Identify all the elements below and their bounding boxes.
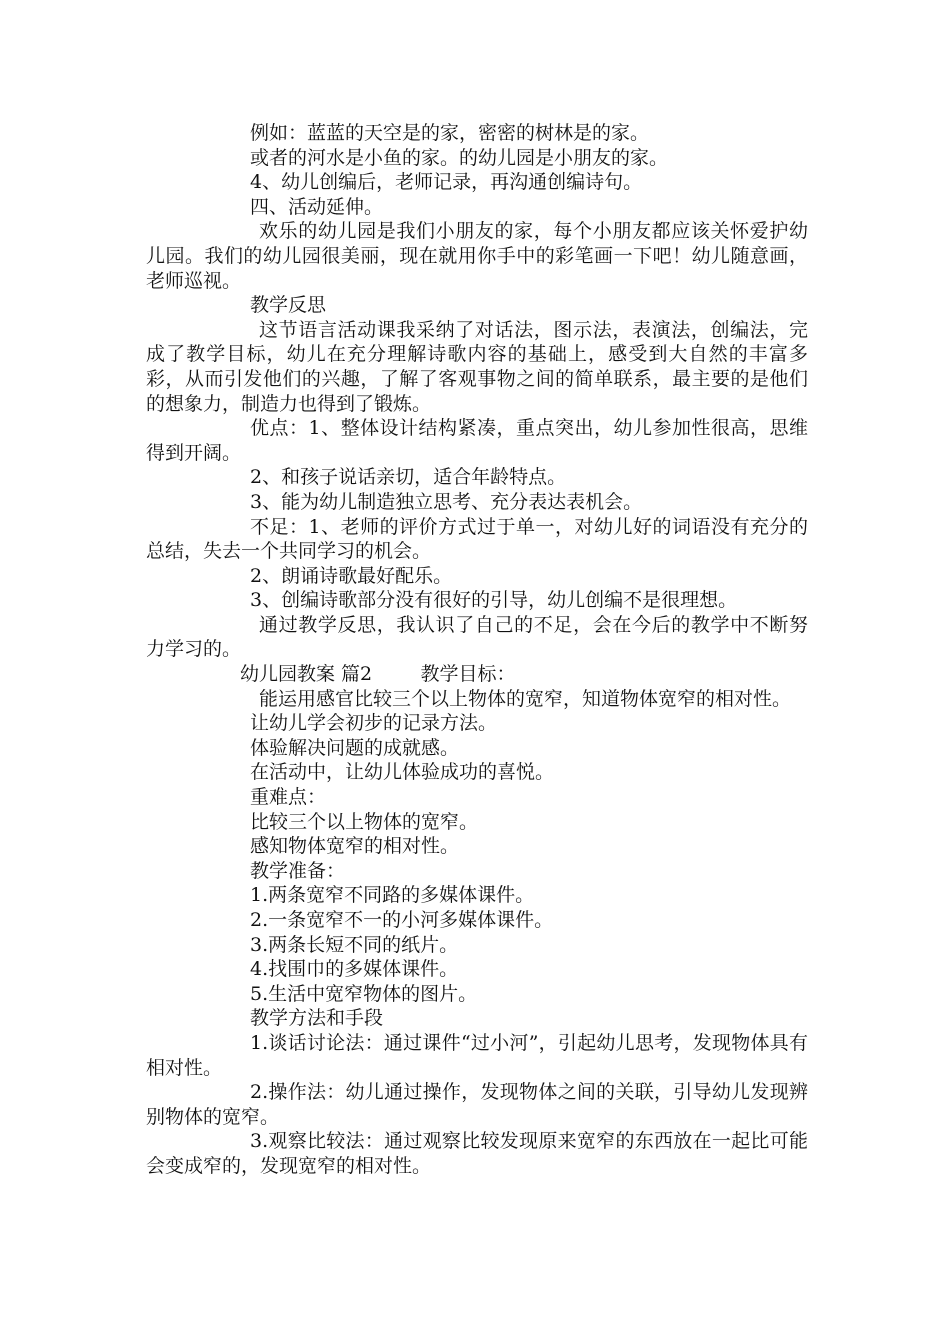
paragraph: 1.两条宽窄不同路的多媒体课件。 (250, 884, 535, 907)
paragraph: 3、创编诗歌部分没有很好的引导，幼儿创编不是很理想。 (250, 589, 738, 612)
paragraph: 3、能为幼儿制造独立思考、充分表达表机会。 (250, 490, 643, 513)
paragraph: 教学方法和手段 (250, 1007, 384, 1030)
document-body (146, 121, 808, 1179)
paragraph: 优点：1、整体设计结构紧凑，重点突出，幼儿参加性很高，思维得到开阔。 (146, 417, 808, 464)
paragraph: 四、活动延伸。 (250, 195, 384, 218)
paragraph: 感知物体宽窄的相对性。 (250, 835, 460, 858)
paragraph: 2、朗诵诗歌最好配乐。 (250, 564, 453, 587)
paragraph: 或者的河水是小鱼的家。的幼儿园是小朋友的家。 (250, 146, 669, 169)
paragraph: 3.观察比较法：通过观察比较发现原来宽窄的东西放在一起比可能会变成窄的，发现宽窄的相对性。 (146, 1130, 808, 1177)
paragraph: 教学反思 (250, 294, 327, 317)
paragraph: 2.一条宽窄不一的小河多媒体课件。 (250, 909, 554, 931)
paragraph: 4.找围巾的多媒体课件。 (250, 958, 459, 981)
paragraph: 教学准备： (250, 859, 346, 882)
paragraph: 重难点： (250, 786, 327, 809)
paragraph: 3.两条长短不同的纸片。 (250, 933, 459, 956)
paragraph: 这节语言活动课我采纳了对话法，图示法，表演法，创编法，完成了教学目标，幼儿在充分理解诗歌内容的基础上，感受到大自然的丰富多彩，从而引发他们的兴趣，了解了客观事物之间的简单联系，最主要的是他们的想象力，制造力也得到了锻炼。 (146, 318, 808, 415)
paragraph: 2、和孩子说话亲切，适合年龄特点。 (250, 466, 567, 489)
paragraph: 比较三个以上物体的宽窄。 (250, 810, 479, 833)
paragraph: 通过教学反思，我认识了自己的不足，会在今后的教学中不断努力学习的。 (146, 613, 808, 661)
paragraph: 能运用感官比较三个以上物体的宽窄，知道物体宽窄的相对性。 (259, 687, 792, 710)
paragraph: 让幼儿学会初步的记录方法。 (250, 712, 498, 735)
paragraph: 在活动中，让幼儿体验成功的喜悦。 (250, 761, 555, 784)
paragraph: 体验解决问题的成就感。 (250, 736, 460, 759)
paragraph: 5.生活中宽窄物体的图片。 (250, 982, 478, 1005)
paragraph: 不足：1、老师的评价方式过于单一，对幼儿好的词语没有充分的总结，失去一个共同学习的机会。 (146, 515, 808, 563)
paragraph: 1.谈话讨论法：通过课件“过小河”，引起幼儿思考，发现物体具有相对性。 (146, 1031, 808, 1079)
paragraph: 欢乐的幼儿园是我们小朋友的家，每个小朋友都应该关怀爱护幼儿园。我们的幼儿园很美丽，现在就用你手中的彩笔画一下吧！幼儿随意画，老师巡视。 (146, 220, 808, 292)
paragraph: 例如：蓝蓝的天空是的家，密密的树林是的家。 (250, 122, 650, 144)
paragraph: 幼儿园教案 篇2 教学目标： (240, 663, 516, 686)
paragraph: 2.操作法：幼儿通过操作，发现物体之间的关联，引导幼儿发现辨别物体的宽窄。 (146, 1081, 808, 1128)
paragraph: 4、幼儿创编后，老师记录，再沟通创编诗句。 (250, 171, 643, 194)
